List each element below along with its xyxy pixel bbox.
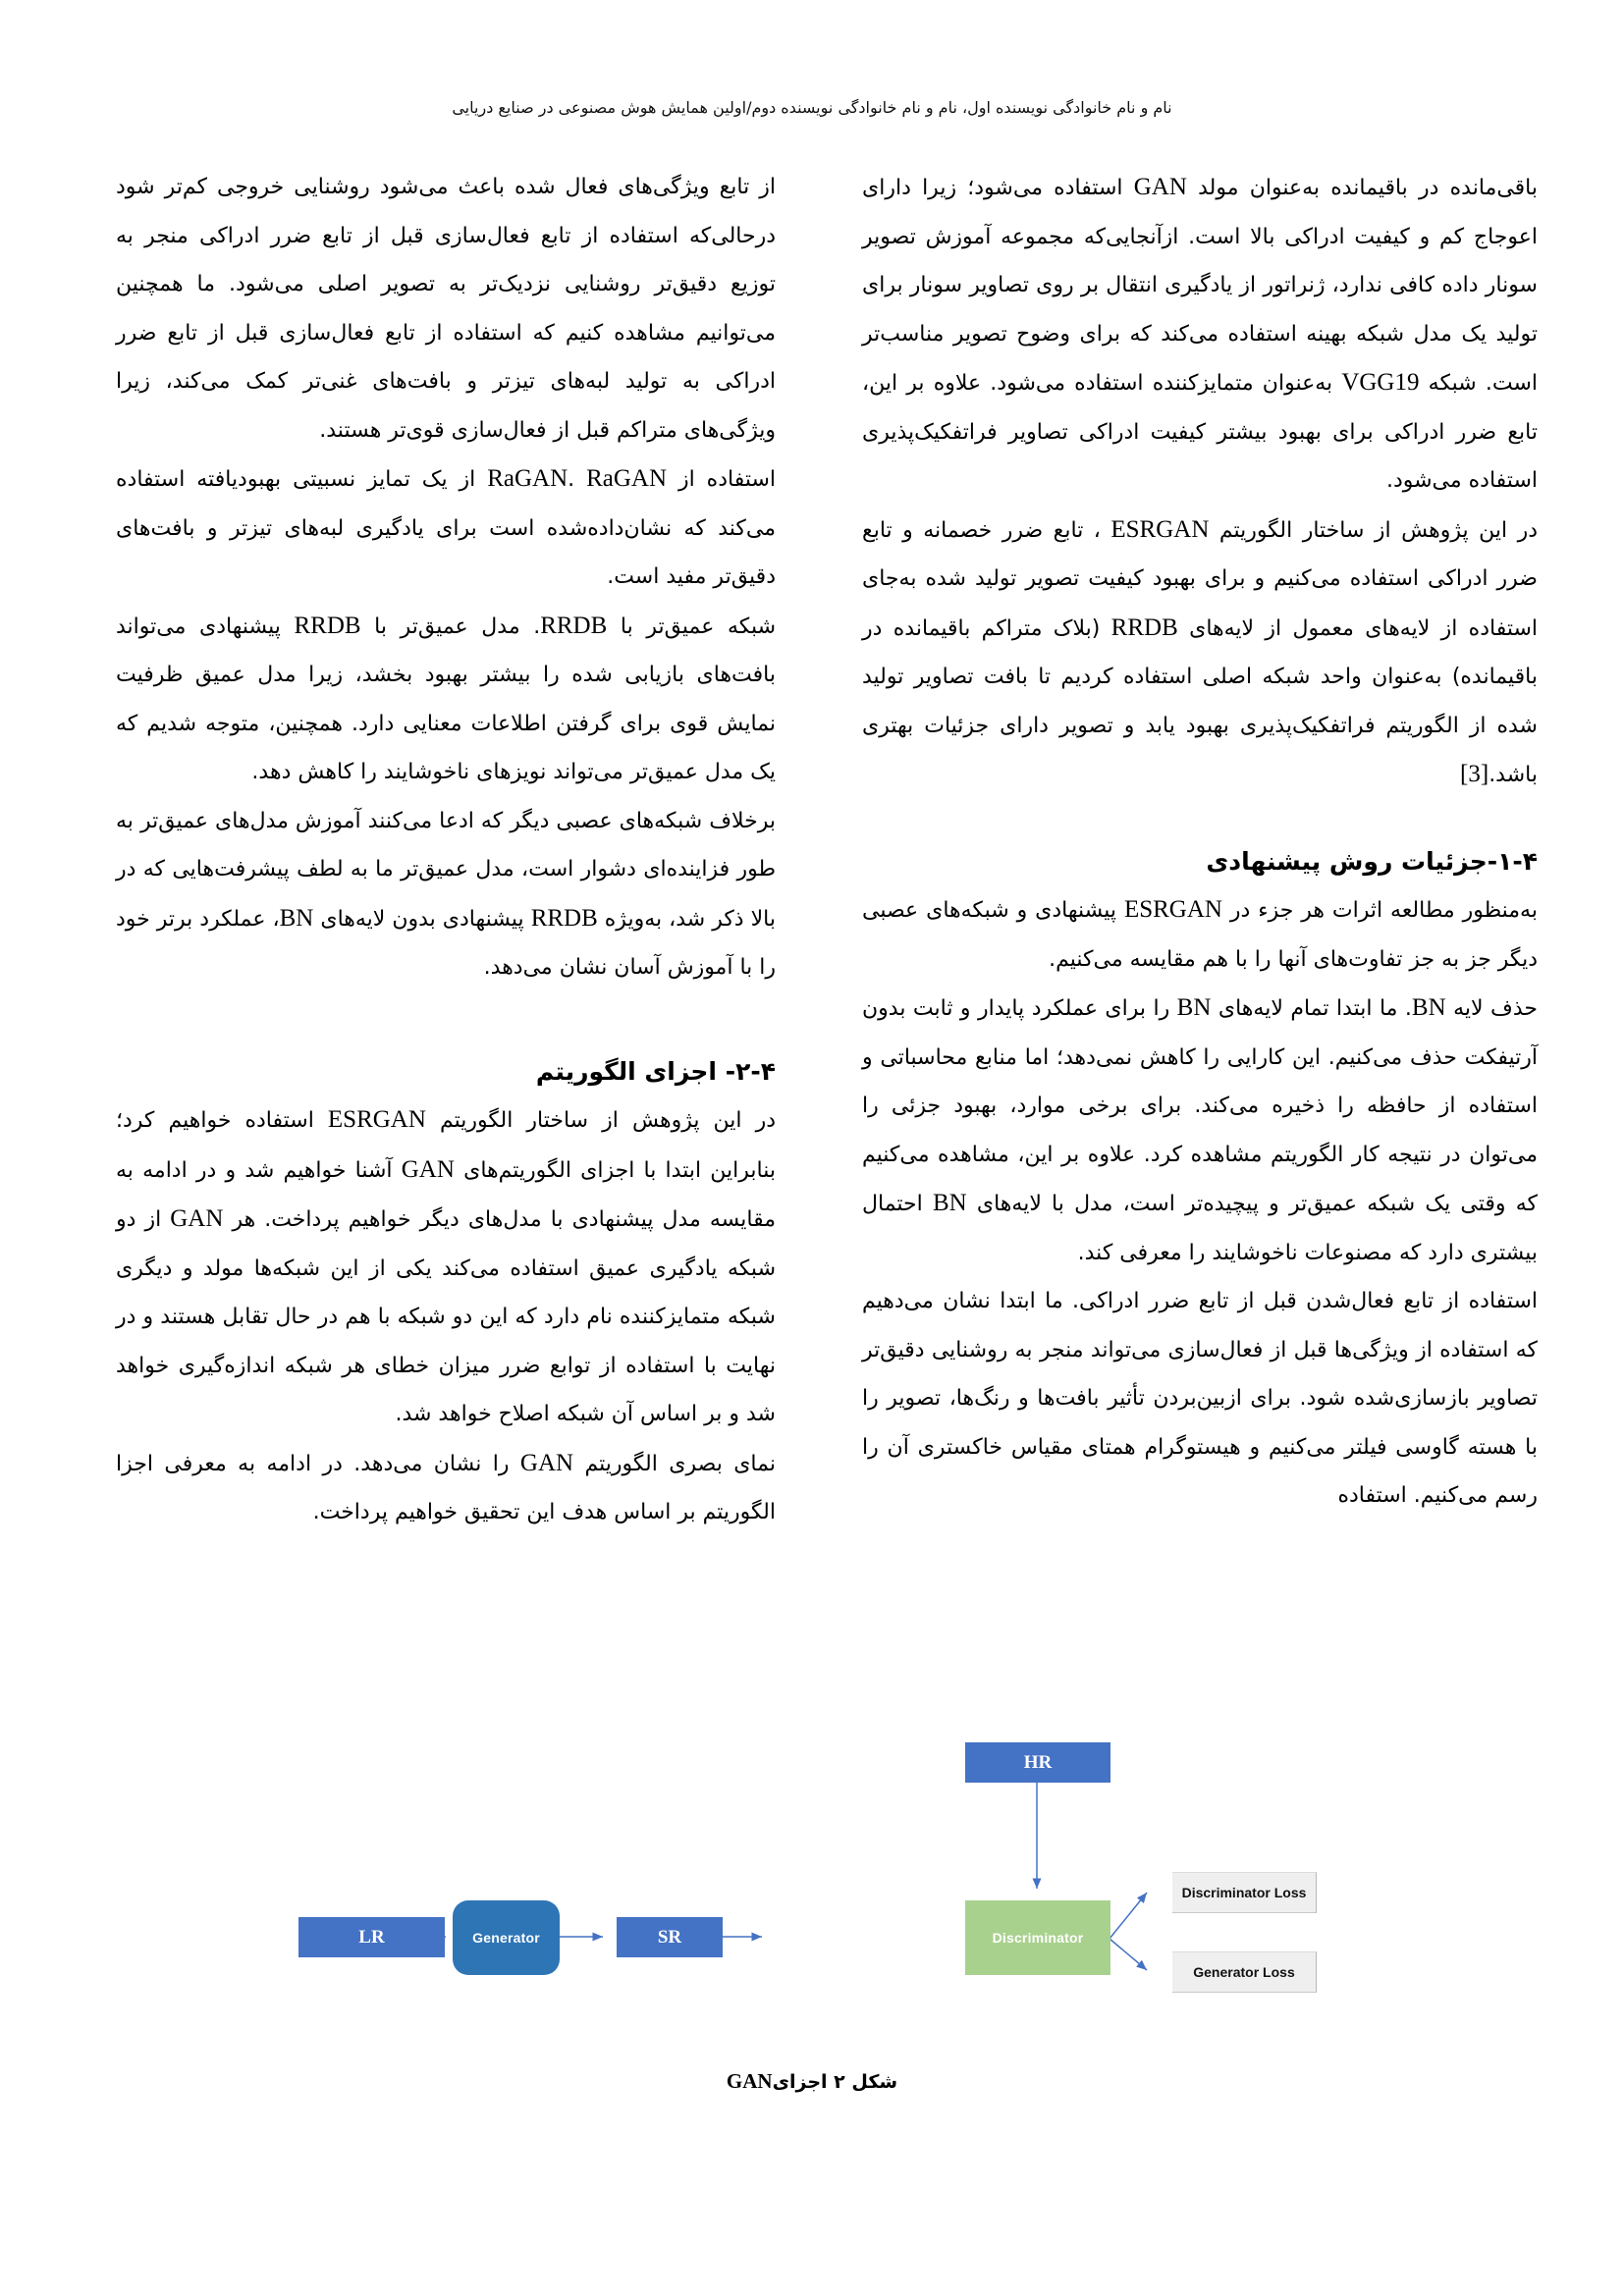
- latin-term: RRDB: [1110, 614, 1178, 641]
- sr-label: SR: [657, 1926, 682, 1948]
- latin-term: GAN: [1133, 174, 1187, 200]
- paragraph: به‌منظور مطالعه اثرات هر جزء در ESRGAN پیشنهادی و شبکه‌های عصبی دیگر جز به جز تفاوت‌های آنها را با هم مقایسه می‌کنیم.: [862, 896, 1538, 972]
- caption-prefix: شکل ۲ اجزای: [772, 2071, 898, 2093]
- generator-loss-label: Generator Loss: [1193, 1964, 1295, 1980]
- hr-label: HR: [1023, 1751, 1053, 1773]
- latin-term: GAN: [519, 1449, 574, 1476]
- latin-term: ESRGAN: [327, 1106, 426, 1133]
- latin-term: ESRGAN: [1123, 896, 1222, 923]
- latin-term: GAN: [170, 1205, 224, 1232]
- discriminator-label: Discriminator: [992, 1930, 1084, 1946]
- sr-node: [617, 1917, 723, 1957]
- paragraph: در این پژوهش از ساختار الگوریتم ESRGAN استفاده خواهیم کرد؛ بنابراین ابتدا با اجزای الگوریتم‌های GAN آشنا خواهیم شد و در ادامه به مقایسه مدل پیشنهادی با مدل‌های دیگر خواهیم پرداخت. هر GAN از دو شبکه یادگیری عمیق استفاده می‌کند یکی از این شبکه‌ها مولد و دیگری شبکه متمایزکننده نام دارد که این دو شبکه با هم در حال تقابل هستند و در نهایت با استفاده از توابع ضرر میزان خطای هر شبکه اندازه‌گیری خواهد شد و بر اساس آن شبکه اصلاح خواهد شد.: [116, 1106, 776, 1426]
- discriminator-node: [965, 1900, 1110, 1975]
- section-heading-4-2: ۲-۴- اجزای الگوریتم: [535, 1056, 776, 1086]
- paragraph: باقی‌مانده در باقیمانده به‌عنوان مولد GAN استفاده می‌شود؛ زیرا دارای اعوجاج کم و کیفیت ادراکی بالا است. ازآنجایی‌که مجموعه آموزش تصویر سونار داده کافی ندارد، ژنراتور از یادگیری انتقال بر روی تصاویر سونار برای تولید یک مدل شبکه بهینه استفاده می‌کند که برای وضوح تصویر مناسب‌تر است. شبکه VGG19 به‌عنوان متمایزکننده استفاده می‌شود. علاوه بر این، تابع ضرر ادراکی برای بهبود بیشتر کیفیت ادراکی تصاویر فراتفکیک‌پذیری استفاده می‌شود.: [862, 174, 1539, 493]
- arrow-to-generator-loss: [1110, 1939, 1147, 1970]
- caption-term: GAN: [726, 2069, 773, 2093]
- latin-term: GAN: [401, 1155, 455, 1183]
- paragraph: استفاده از RaGAN. RaGAN از یک تمایز نسبیتی بهبودیافته استفاده می‌کند که نشان‌داده‌شده است برای یادگیری لبه‌های تیزتر و بافت‌های دقیق‌تر مفید است.: [116, 465, 777, 589]
- lr-label: LR: [358, 1926, 385, 1948]
- latin-term: BN: [1411, 994, 1446, 1021]
- paragraph: نمای بصری الگوریتم GAN را نشان می‌دهد. در ادامه به معرفی اجزا الگوریتم بر اساس هدف این تحقیق خواهیم پرداخت.: [116, 1449, 776, 1524]
- latin-term: RRDB: [530, 904, 598, 932]
- latin-term: BN: [1176, 994, 1212, 1021]
- generator-label: Generator: [472, 1930, 540, 1946]
- latin-term: ESRGAN: [1110, 515, 1210, 543]
- latin-term: BN: [279, 904, 314, 932]
- generator-loss-node: [1172, 1951, 1317, 1993]
- paragraph: در این پژوهش از ساختار الگوریتم ESRGAN ، تابع ضرر خصمانه و تابع ضرر ادراکی استفاده می‌کنیم و برای بهبود کیفیت تصویر تولید شده به‌جای استفاده از لایه‌های معمول از لایه‌های RRDB (بلاک متراکم باقیمانده در باقیمانده) به‌عنوان واحد شبکه اصلی استفاده کردیم تا بافت تصاویر تولید شده از الگوریتم فراتفکیک‌پذیری بهبود یابد و تصویر دارای جزئیات بهتری باشد.[3]: [862, 515, 1539, 787]
- figure-caption: [0, 2069, 1624, 2094]
- hr-node: [965, 1742, 1110, 1783]
- paragraph: از تابع ویژگی‌های فعال شده باعث می‌شود روشنایی خروجی کم‌تر شود درحالی‌که استفاده از تابع فعال‌سازی قبل از تابع ضرر ادراکی منجر به توزیع دقیق‌تر روشنایی نزدیک‌تر به تصویر اصلی می‌شود. ما همچنین می‌توانیم مشاهده کنیم که استفاده از تابع فعال‌سازی قبل از تابع ضرر ادراکی به تولید لبه‌های تیزتر و بافت‌های غنی‌تر کمک می‌کند، زیرا ویژگی‌های متراکم قبل از فعال‌سازی قوی‌تر هستند.: [116, 175, 776, 443]
- lr-node: [298, 1917, 445, 1957]
- latin-term: BN: [932, 1190, 967, 1216]
- latin-term: RaGAN: [586, 465, 668, 492]
- discriminator-loss-label: Discriminator Loss: [1181, 1885, 1307, 1900]
- latin-term: VGG19: [1341, 369, 1420, 396]
- paragraph: استفاده از تابع فعال‌شدن قبل از تابع ضرر ادراکی. ما ابتدا نشان می‌دهیم که استفاده از ویژگی‌ها قبل از فعال‌سازی می‌تواند منجر به روشنایی دقیق‌تر تصاویر بازسازی‌شده شود. برای ازبین‌بردن تأثیر بافت‌ها و رنگ‌ها، تصویر را با هسته گاوسی فیلتر می‌کنیم و هیستوگرام همتای مقیاس خاکستری آن را رسم می‌کنیم. استفاده: [862, 1289, 1538, 1508]
- arrow-to-discriminator-loss: [1110, 1893, 1147, 1939]
- latin-term: RRDB: [540, 612, 608, 639]
- latin-term: [3]: [1460, 761, 1489, 787]
- paragraph: شبکه عمیق‌تر با RRDB. مدل عمیق‌تر با RRDB پیشنهادی می‌تواند بافت‌های بازیابی شده را بیشتر بهبود بخشد، زیرا مدل عمیق ظرفیت نمایش قوی برای گرفتن اطلاعات معنایی دارد. همچنین، متوجه شدیم که یک مدل عمیق‌تر می‌تواند نویزهای ناخوشایند را کاهش دهد.: [116, 612, 777, 784]
- latin-term: RRDB: [294, 612, 361, 639]
- paragraph: برخلاف شبکه‌های عصبی دیگر که ادعا می‌کنند آموزش مدل‌های عمیق‌تر به طور فزاینده‌ای دشوار است، مدل عمیق‌تر ما به لطف پیشرفت‌هایی که در بالا ذکر شد، به‌ویژه RRDB پیشنهادی بدون لایه‌های BN، عملکرد برتر خود را با آموزش آسان نشان می‌دهد.: [116, 808, 776, 980]
- generator-node: [453, 1900, 560, 1975]
- section-heading-4-1: ۱-۴-جزئیات روش پیشنهادی: [1206, 846, 1538, 876]
- paragraph: حذف لایه BN. ما ابتدا تمام لایه‌های BN را برای عملکرد پایدار و ثابت بدون آرتیفکت حذف می‌کنیم. این کارایی را کاهش نمی‌دهد؛ اما منابع محاسباتی و استفاده از حافظه را ذخیره می‌کند. برای برخی موارد، بهبود جزئی را می‌توان در نتیجه کار الگوریتم مشاهده کرد. علاوه بر این، مشاهده می‌کنیم که وقتی یک شبکه عمیق‌تر و پیچیده‌تر است، مدل با لایه‌های BN احتمال بیشتری دارد که مصنوعات ناخوشایند را معرفی کند.: [862, 994, 1539, 1265]
- latin-term: RaGAN: [487, 465, 568, 492]
- running-header: نام و نام خانوادگی نویسنده اول، نام و نام خانوادگی نویسنده دوم/اولین همایش هوش مصنوعی در صنایع دریایی: [452, 98, 1172, 117]
- discriminator-loss-node: [1172, 1872, 1317, 1913]
